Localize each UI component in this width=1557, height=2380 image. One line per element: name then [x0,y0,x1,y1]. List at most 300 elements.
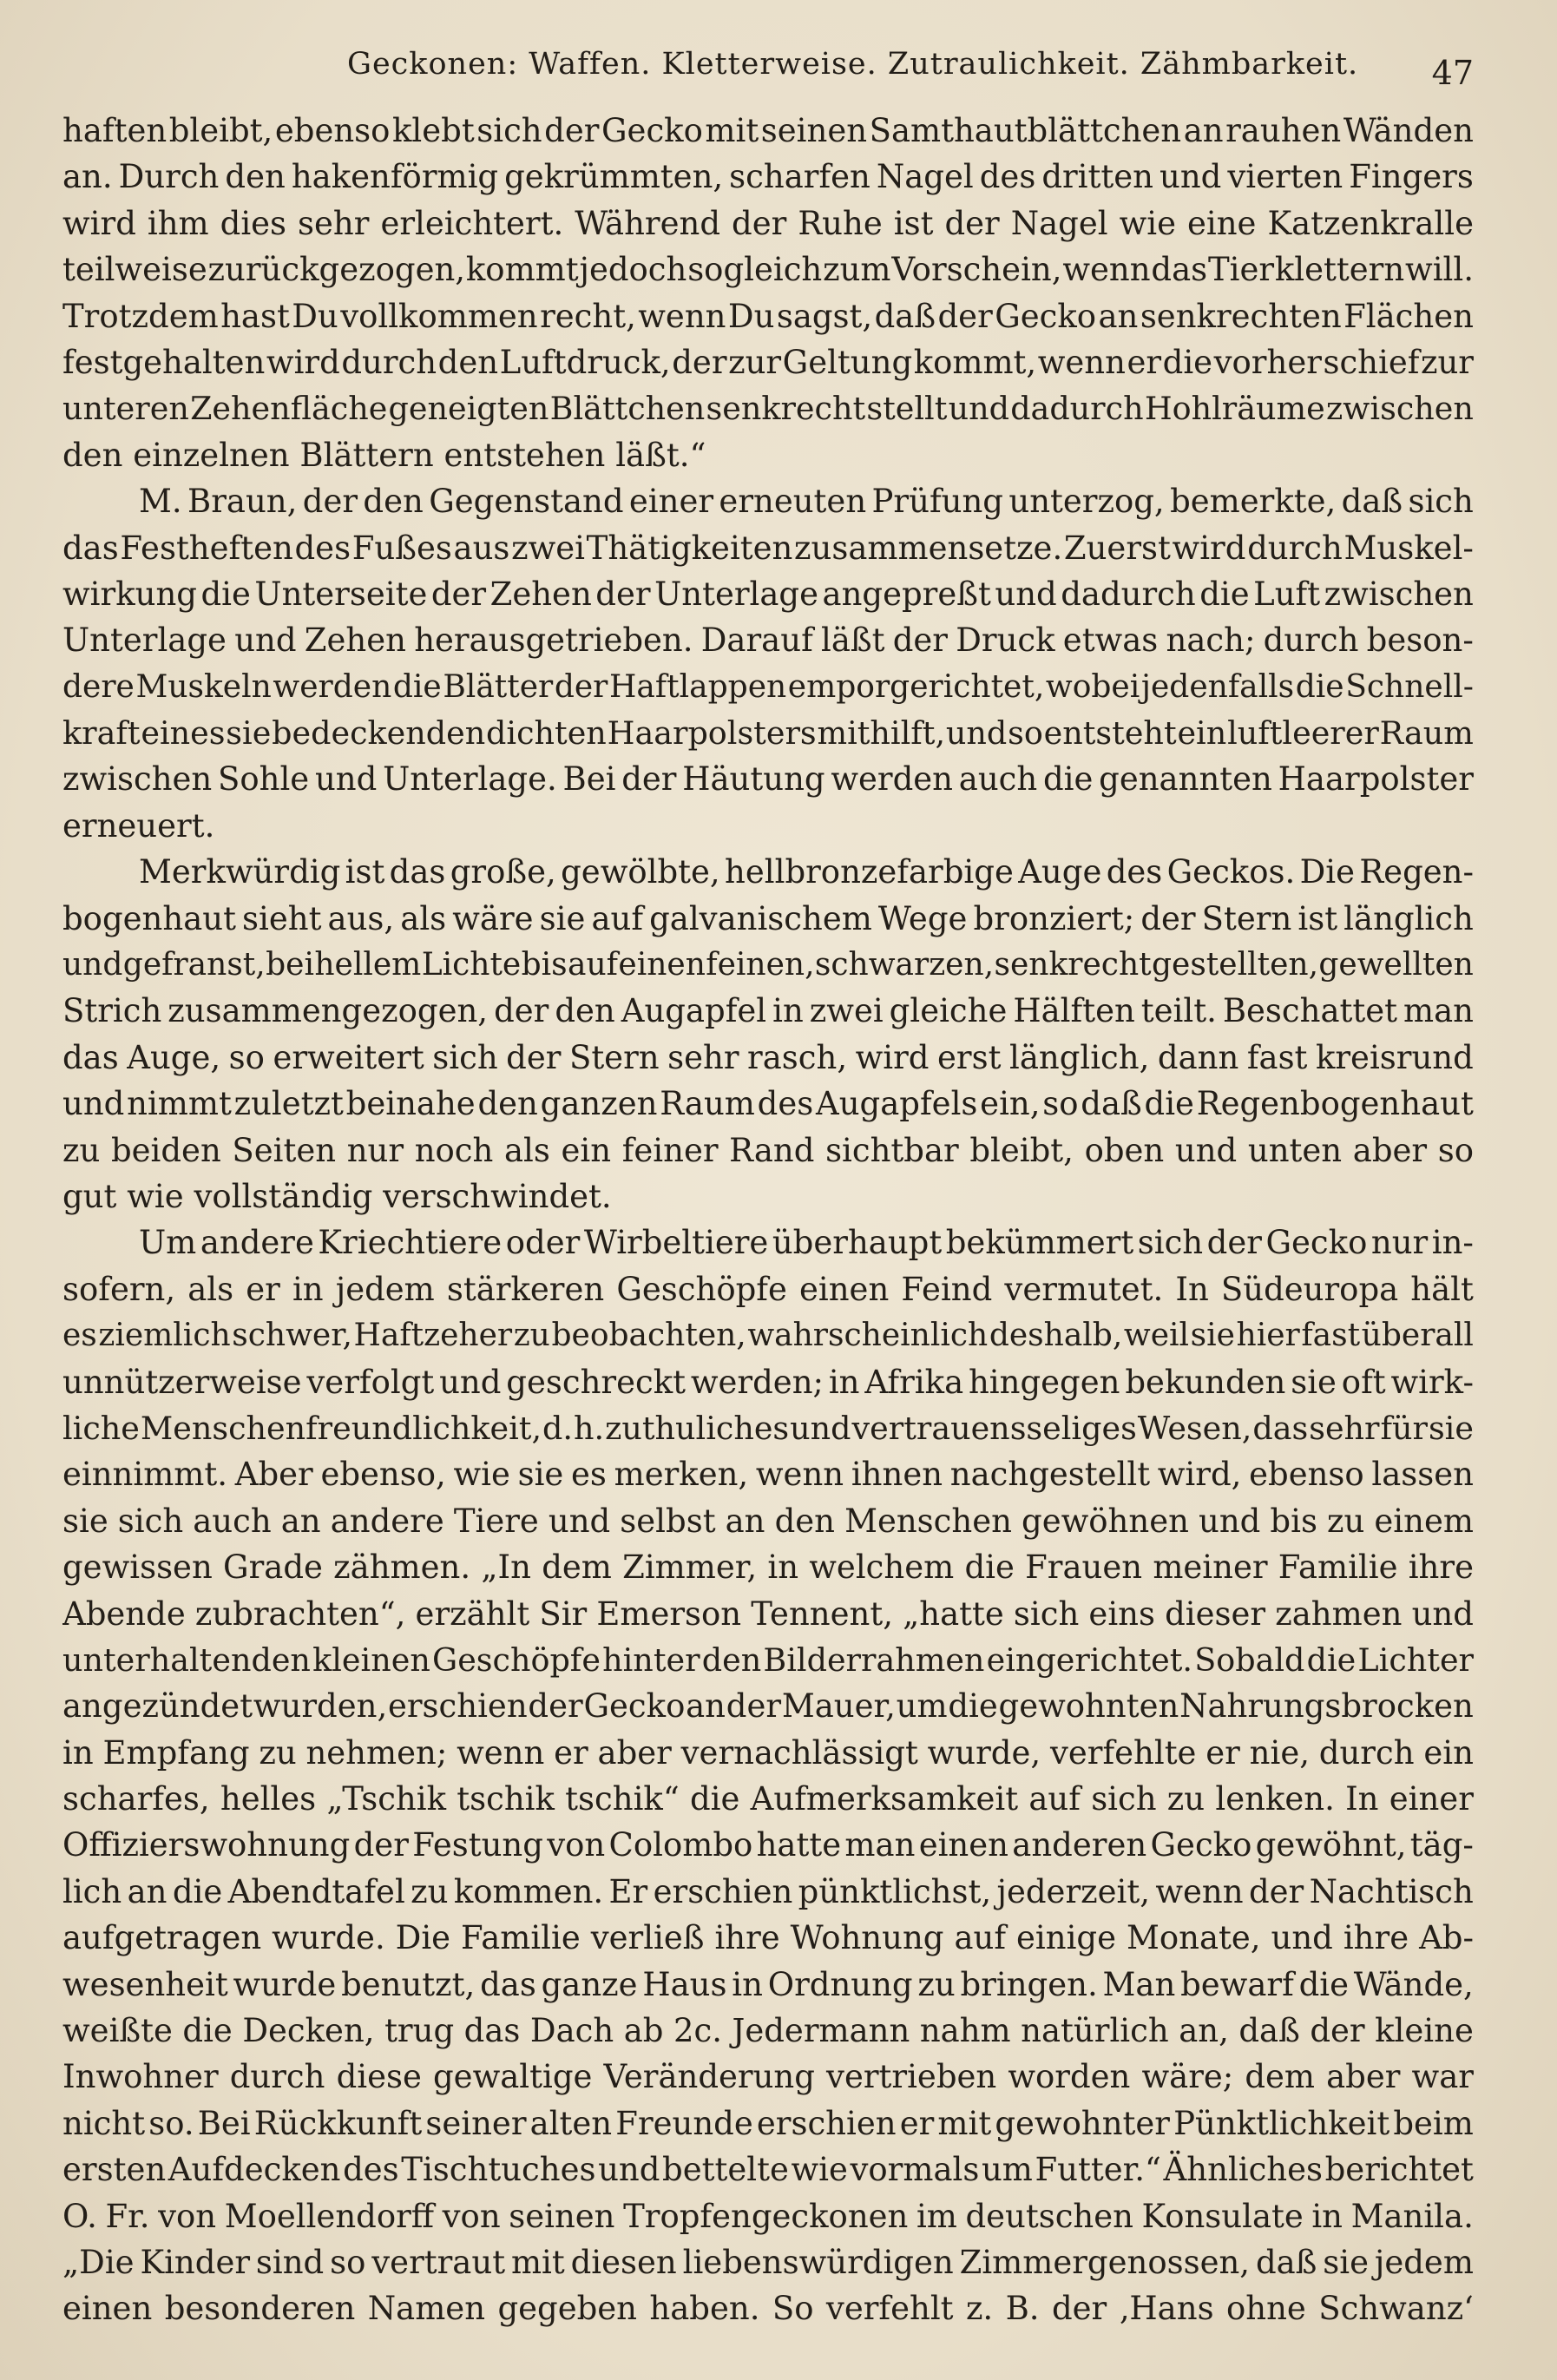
word: des [1106,853,1163,891]
word: Geschöpfe [432,1640,601,1679]
word: bei [266,947,314,983]
word: sofern, [62,1270,176,1308]
word: fast [1246,1038,1308,1076]
word: sehr [298,204,370,242]
word: Seiten [232,1131,337,1169]
word: Kriechtiere [318,1224,503,1262]
word: Regen- [1359,853,1474,891]
word: ihre [1408,1548,1474,1587]
word: erneuert. [62,806,215,845]
word: so [1437,1131,1474,1169]
word: in [767,1548,799,1587]
word: genannten [1099,760,1272,799]
word: überhaupt [772,1224,943,1262]
word: andere [330,1502,444,1540]
text-line [62,1405,1474,1451]
word: kraft [62,714,141,753]
word: das [1252,1409,1309,1447]
word: unterhaltenden [62,1640,311,1679]
word: erneuten [719,483,867,521]
word: und [439,1363,502,1401]
word: diese [336,2058,422,2096]
text-line [62,849,1474,895]
word: an [1098,297,1139,335]
word: Monate, [1126,1919,1261,1957]
word: nur [1370,1224,1429,1262]
word: um [896,1687,948,1726]
word: Menschen [844,1502,1012,1540]
text-line [62,339,1474,385]
word: ab [623,2012,664,2050]
word: natürlich [1021,2012,1169,2050]
word: rauhen [1225,112,1342,149]
word: dichten [486,714,607,753]
word: Wände, [1353,1965,1474,2003]
word: beim [1393,2104,1474,2142]
word: angezündet [62,1687,253,1726]
word: Blättchen [549,390,706,428]
word: kreisrund [1315,1038,1474,1076]
word: Trotzdem [62,297,219,335]
word: an [725,1502,765,1540]
word: in [828,1363,860,1401]
word: so [1042,1085,1079,1123]
word: zu [1327,1502,1365,1540]
word: der [595,575,651,613]
word: Augapfels [816,1085,978,1123]
word: recht, [540,297,636,335]
word: auch [193,1502,272,1540]
word: ziemlich [98,1318,231,1354]
word: ein [1423,1733,1474,1772]
word: die [1199,575,1250,613]
word: zähmen. [333,1548,471,1587]
word: das [62,1038,119,1076]
word: bettelte [662,2151,789,2189]
word: hält [1410,1270,1474,1308]
word: gewölbte, [561,853,720,891]
word: Abende [62,1594,186,1633]
text-line [62,1174,1474,1220]
word: Dach [529,2012,614,2050]
word: und [314,760,378,799]
word: Decken, [242,2012,375,2050]
word: der [554,668,608,705]
word: hatte [756,1826,842,1864]
word: dem [1245,2058,1316,2096]
text-line [62,247,1474,293]
word: es [62,1318,97,1354]
word: kleinen [312,1640,430,1679]
word: meiner [1153,1548,1268,1587]
word: ohne [1225,2290,1306,2328]
word: kommt [465,251,579,289]
word: feiner [621,1131,719,1169]
word: mit [510,2243,565,2281]
word: wurde [233,1965,337,2003]
word: vermutet. [1004,1270,1164,1308]
word: bronziert; [973,899,1135,937]
word: dann [1157,1038,1239,1076]
word: die [964,1548,1015,1587]
word: die [1295,668,1344,705]
word: Luft [1253,575,1321,613]
word: „hatte [903,1594,1004,1633]
word: schwarzen, [814,947,995,983]
word: zu [513,1318,550,1354]
word: Haftlappen [608,668,787,705]
word: jedenfalls [1140,668,1295,705]
text-line [62,1637,1474,1683]
word: vertrauensseliges [851,1409,1137,1447]
word: B. [1005,2290,1040,2328]
word: wesenheit [62,1965,228,2003]
word: einige [1016,1919,1116,1957]
word: Futter.“ [1035,2151,1161,2189]
word: Die [1299,853,1355,891]
word: Hälften [1013,992,1135,1030]
word: Festheften [120,529,293,567]
word: von [442,2197,501,2235]
word: Feind [901,1270,993,1308]
word: als [187,1270,234,1308]
word: wie [791,2151,848,2189]
word: Konsulate [1141,2197,1304,2235]
word: weil [1123,1318,1190,1354]
word: einen [618,947,706,983]
word: und [234,621,297,660]
word: klettern [1274,251,1405,289]
word: tschik“ [565,1780,680,1818]
word: läßt.“ [615,436,706,474]
word: ihnen [851,1456,943,1494]
word: Manila. [1350,2197,1474,2235]
word: oft [1341,1363,1386,1401]
word: und [948,390,1009,428]
word: Aufdecken [168,2151,341,2189]
word: O. [62,2197,97,2235]
word: sehr [667,1038,739,1076]
word: wobei [1045,668,1140,705]
word: ebenso [1249,1456,1364,1494]
word: Um [139,1224,197,1262]
word: der [937,297,993,335]
word: jederzeit, [996,1872,1150,1910]
word: zur [728,343,782,381]
word: der [506,1038,562,1076]
word: ganze [541,1965,638,2003]
word: trug [384,2012,455,2050]
word: verfehlte [1049,1733,1197,1772]
word: und [1411,1594,1474,1633]
word: Namen [367,2290,486,2328]
word: Beschattet [1222,992,1398,1030]
word: h. [574,1409,605,1447]
word: oder [505,1224,581,1262]
word: den [437,343,499,381]
word: Wohnung [790,1919,944,1957]
word: Empfang [102,1733,250,1772]
word: Zimmer, [622,1548,758,1587]
word: senkrecht [706,390,866,428]
word: „In [481,1548,531,1587]
word: aber [1352,1131,1428,1169]
word: Bei [197,2104,251,2142]
word: Offizierswohnung [62,1826,351,1864]
word: sieht [242,899,322,937]
word: Samthautblättchen [869,112,1182,149]
word: Unterlage [654,575,819,613]
word: in [732,1965,763,2003]
word: eines [141,714,226,753]
word: sehr [1309,1409,1380,1447]
word: Inwohner [62,2058,219,2096]
word: Stern [1201,899,1292,937]
word: ist [1298,899,1338,937]
word: geneigten [388,390,549,428]
text-line [62,1451,1474,1497]
word: aus [453,529,510,567]
word: an [686,1687,726,1726]
word: zu [62,1131,101,1169]
word: und [1174,1131,1238,1169]
word: kommt, [913,343,1037,381]
word: das [389,853,446,891]
word: wenn [638,297,726,335]
word: dem [542,1548,612,1587]
word: Wege [877,899,968,937]
text-line [62,293,1474,339]
text-line [62,571,1474,617]
word: als [400,899,447,937]
word: ist [345,853,385,891]
word: So [772,2290,814,2328]
word: zu [259,1733,297,1772]
word: Wesen, [1137,1409,1252,1447]
word: beiden [110,1131,221,1169]
word: einzelnen [133,436,290,474]
word: bewarf [1180,1965,1294,2003]
word: nachgestellt [949,1456,1151,1494]
word: Rückkunft [253,2104,423,2142]
word: länglich, [1008,1038,1150,1076]
word: Unterlage. [383,760,557,799]
text-line [62,710,1474,756]
word: des [757,1085,814,1123]
word: zahmen [1275,1594,1403,1633]
word: Tischtuches [401,2151,596,2189]
word: der [302,483,358,521]
word: Flächen [1343,297,1474,335]
word: klebt [391,112,475,149]
word: zubrachten“, [194,1594,406,1633]
word: sie [539,899,586,937]
word: er [554,1733,588,1772]
word: einer [1389,1780,1474,1818]
word: Muskeln [135,668,272,705]
word: wurden, [253,1687,388,1726]
word: er [1206,1733,1240,1772]
word: anderen [1012,1826,1147,1864]
word: wurde, [927,1733,1041,1772]
word: wird, [1157,1456,1242,1494]
word: der [944,204,1000,242]
word: durch [1247,529,1343,567]
word: liche [62,1409,140,1447]
word: den [477,1085,538,1123]
word: durch [1318,1733,1415,1772]
word: Abendtafel [227,1872,405,1910]
word: Familie [461,1919,581,1957]
word: z. [965,2290,994,2328]
word: der [672,343,727,381]
body-text [62,108,1474,2332]
word: so [1008,714,1043,753]
word: benutzt, [341,1965,476,2003]
text-line [62,1776,1474,1822]
word: zu [411,1872,449,1910]
word: in [772,992,804,1030]
text-line [62,2239,1474,2285]
word: wahrscheinlich [747,1318,989,1354]
word: Bilderrahmen [763,1640,985,1679]
word: wenn [1155,1872,1244,1910]
word: deutschen [965,2197,1133,2235]
word: Zehenfläche [190,390,388,428]
word: einen [799,1270,890,1308]
word: Vorschein, [891,251,1062,289]
word: Er [608,1872,648,1910]
word: auf [568,947,619,983]
word: jedoch [579,251,687,289]
word: die [172,1872,223,1910]
word: herausgetrieben. [414,621,693,660]
word: gewöhnt, [1255,1826,1407,1864]
text-line [62,664,1474,710]
word: und [548,1502,611,1540]
word: entsteht [1043,714,1177,753]
word: besonderen [164,2290,356,2328]
word: diesen [570,2243,677,2281]
text-line [62,2101,1474,2147]
word: emporgerichtet, [787,668,1045,705]
word: Frauen [1025,1548,1143,1587]
word: den [363,483,424,521]
word: Braun, [187,483,298,521]
word: länglich [1343,899,1474,937]
word: jedem [335,1270,435,1308]
word: hakenförmig [291,158,499,196]
word: gewohnter [995,2104,1170,2142]
word: Gecko [1265,1224,1368,1262]
word: bis [521,947,568,983]
word: für [1380,1409,1428,1447]
word: wurde. [272,1919,385,1957]
word: bekunden [1125,1363,1286,1401]
word: Bei [562,760,616,799]
word: der [353,1826,409,1864]
word: werden [831,760,954,799]
word: eine [1187,204,1257,242]
word: Geltung [782,343,913,381]
word: dies [220,204,287,242]
word: Sohle [218,760,310,799]
word: und [62,947,123,983]
word: der [528,1687,583,1726]
word: stärkeren [446,1270,605,1308]
word: zwei [809,992,884,1030]
word: an [1183,112,1224,149]
word: daß [1238,2012,1300,2050]
word: ihre [1343,1919,1409,1957]
word: durch [1263,621,1359,660]
word: Geschöpfe [616,1270,787,1308]
word: haften [62,112,168,149]
word: Während [575,204,721,242]
word: daß [1255,2243,1317,2281]
word: sich [1091,1780,1157,1818]
word: ein, [980,1085,1041,1123]
word: einen [62,2290,153,2328]
word: Lichter [1357,1640,1474,1679]
text-line [62,108,1474,154]
word: kleine [1375,2012,1474,2050]
word: ein [561,1131,612,1169]
word: Haarpolsters [607,714,817,753]
word: sie [1291,1363,1337,1401]
page-number: 47 [1431,54,1474,92]
word: das [1151,251,1208,289]
word: gewohnten [998,1687,1179,1726]
word: sich [476,112,542,149]
word: des [979,158,1036,196]
word: Stern [568,1038,660,1076]
word: hingegen [968,1363,1120,1401]
word: Familie [1278,1548,1398,1587]
word: ersten [62,2151,167,2189]
word: ganzen [540,1085,658,1123]
word: sagst, [776,297,873,335]
word: bogenhaut [62,899,236,937]
word: die [1298,1965,1349,2003]
word: den [774,1502,835,1540]
word: senkrechten [1140,297,1342,335]
text-line [62,2008,1474,2054]
word: nach; [1166,621,1256,660]
word: 2c. [673,2012,722,2050]
word: nicht [62,2104,146,2142]
word: Tiere [453,1502,539,1540]
word: wie [1119,204,1176,242]
word: Du [292,297,338,335]
word: so [330,2243,366,2281]
word: sie [1428,1409,1474,1447]
word: auch [958,760,1038,799]
word: große, [450,853,556,891]
word: als [503,1131,550,1169]
word: wird [62,204,136,242]
word: bleibt, [969,1131,1074,1169]
word: zwischen [62,760,213,799]
word: bis [1270,1502,1317,1540]
word: gewaltige [433,2058,593,2096]
word: wird [1172,529,1246,567]
word: verließ [590,1919,705,1957]
word: Kinder [140,2243,251,2281]
word: sichtbar [825,1131,959,1169]
word: Auge, [127,1038,221,1076]
word: Fußes [351,529,452,567]
